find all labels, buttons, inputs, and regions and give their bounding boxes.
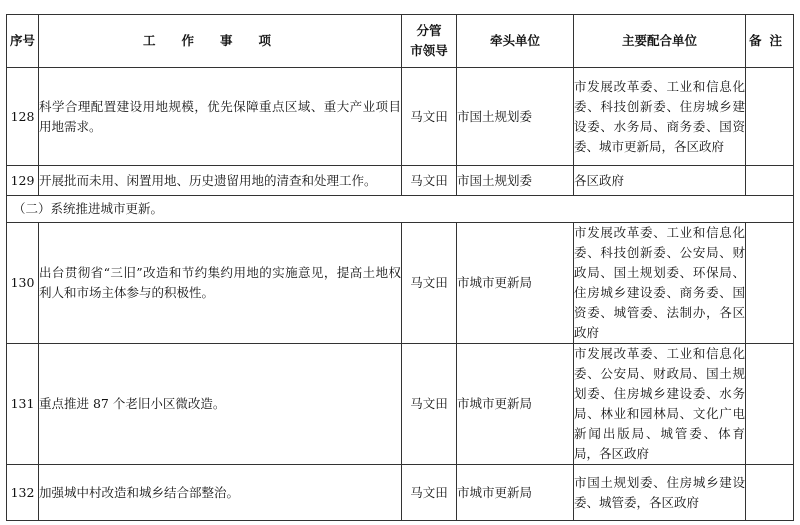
section-heading: （二）系统推进城市更新。	[7, 196, 794, 223]
row-lead-unit: 市城市更新局	[457, 465, 574, 521]
row-content: 科学合理配置建设用地规模，优先保障重点区域、重大产业项目用地需求。	[39, 68, 402, 166]
row-remark	[746, 344, 794, 465]
row-remark	[746, 465, 794, 521]
header-coop-units: 主要配合单位	[574, 15, 746, 68]
header-leader-line1: 分管	[416, 23, 442, 38]
row-leader: 马文田	[402, 223, 457, 344]
row-lead-unit: 市国土规划委	[457, 68, 574, 166]
table-row	[7, 166, 794, 196]
table-row	[7, 223, 794, 344]
header-lead-unit: 牵头单位	[457, 15, 574, 68]
row-content: 开展批而未用、闲置用地、历史遗留用地的清查和处理工作。	[39, 166, 402, 196]
row-lead-unit: 市城市更新局	[457, 223, 574, 344]
task-table	[6, 14, 794, 521]
row-leader: 马文田	[402, 68, 457, 166]
row-coop-units: 各区政府	[574, 166, 746, 196]
row-content: 加强城中村改造和城乡结合部整治。	[39, 465, 402, 521]
row-remark	[746, 68, 794, 166]
header-row	[7, 15, 794, 68]
header-remarks: 备注	[746, 15, 794, 68]
row-number: 129	[7, 166, 39, 196]
row-leader: 马文田	[402, 465, 457, 521]
row-lead-unit: 市国土规划委	[457, 166, 574, 196]
table-row	[7, 465, 794, 521]
header-leader-line2: 市领导	[410, 43, 448, 58]
row-coop-units: 市发展改革委、工业和信息化委、公安局、财政局、国土规划委、住房城乡建设委、水务局、林业和园林局、文化广电新闻出版局、城管委、体育局，各区政府	[574, 344, 746, 465]
row-number: 132	[7, 465, 39, 521]
row-coop-units: 市发展改革委、工业和信息化委、科技创新委、公安局、财政局、国土规划委、环保局、住房城乡建设委、商务委、国资委、城管委、法制办，各区政府	[574, 223, 746, 344]
header-work: 工作事项	[39, 15, 402, 68]
table-row	[7, 68, 794, 166]
row-leader: 马文田	[402, 344, 457, 465]
row-number: 130	[7, 223, 39, 344]
row-coop-units: 市发展改革委、工业和信息化委、科技创新委、住房城乡建设委、水务局、商务委、国资委、城市更新局，各区政府	[574, 68, 746, 166]
row-number: 131	[7, 344, 39, 465]
section-row	[7, 196, 794, 223]
header-seq: 序号	[7, 15, 39, 68]
row-remark	[746, 166, 794, 196]
row-content: 重点推进 87 个老旧小区微改造。	[39, 344, 402, 465]
header-leader	[402, 15, 457, 68]
row-leader: 马文田	[402, 166, 457, 196]
row-coop-units: 市国土规划委、住房城乡建设委、城管委，各区政府	[574, 465, 746, 521]
row-lead-unit: 市城市更新局	[457, 344, 574, 465]
row-remark	[746, 223, 794, 344]
row-content: 出台贯彻省“三旧”改造和节约集约用地的实施意见，提高土地权利人和市场主体参与的积极性。	[39, 223, 402, 344]
table-row	[7, 344, 794, 465]
row-number: 128	[7, 68, 39, 166]
